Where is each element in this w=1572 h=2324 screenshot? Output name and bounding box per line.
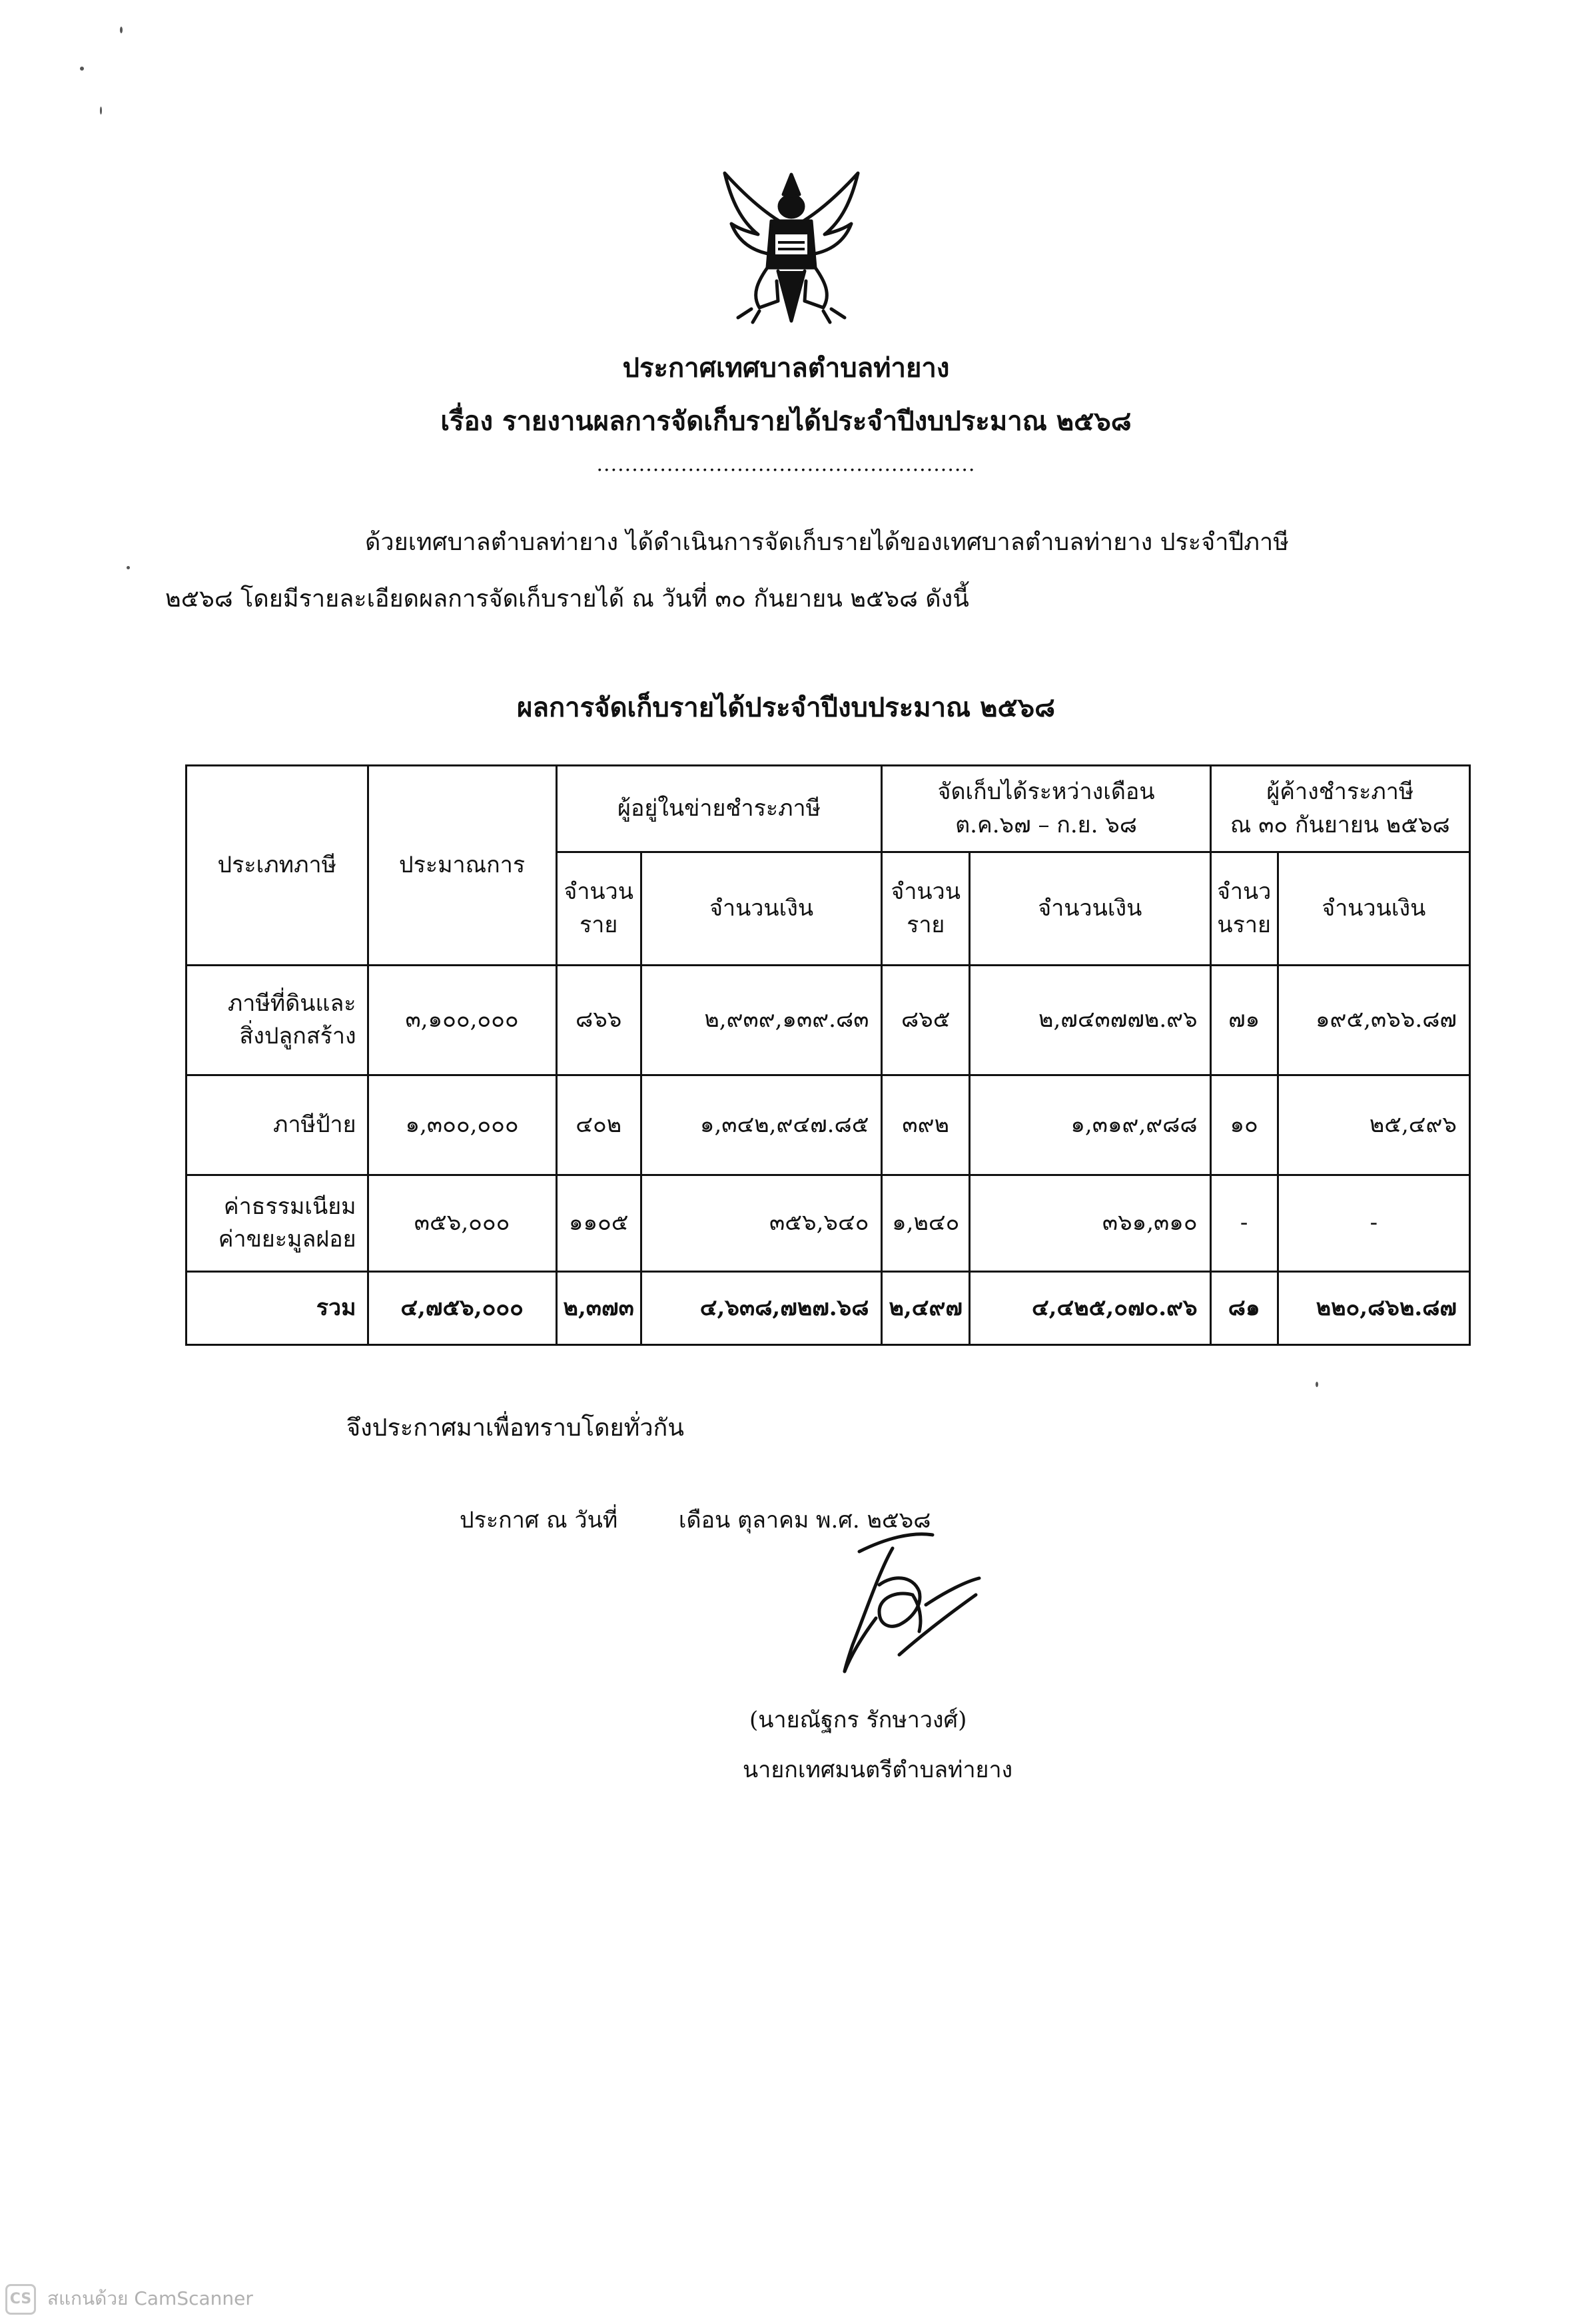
row-name-line2: ค่าขยะมูลฝอย [218, 1226, 356, 1253]
row-name-line1: ค่าธรรมเนียม [223, 1193, 356, 1220]
signer-position: นายกเทศมนตรีตำบลท่ายาง [743, 1757, 1013, 1783]
row-tax-name [187, 966, 368, 1075]
row-name-line1: ภาษีที่ดินและ [227, 990, 356, 1017]
row-liable-count: ๔๐๒ [556, 1075, 641, 1175]
announcement-title: ประกาศเทศบาลตำบลท่ายาง [622, 352, 950, 384]
scan-speck [1316, 1382, 1318, 1387]
total-estimate: ๔,๗๕๖,๐๐๐ [368, 1272, 556, 1345]
table-row [187, 1175, 1470, 1272]
scan-speck [100, 107, 102, 115]
row-liable-amount: ๒,๙๓๙,๑๓๙.๘๓ [641, 966, 882, 1075]
row-collected-amount: ๑,๓๑๙,๙๘๘ [969, 1075, 1210, 1175]
row-estimate: ๑,๓๐๐,๐๐๐ [368, 1075, 556, 1175]
header-count-out-line2: นราย [1217, 911, 1271, 938]
header-collected-group [882, 766, 1210, 852]
date-prefix: ประกาศ ณ วันที่ [460, 1507, 618, 1534]
announcement-subject: เรื่อง รายงานผลการจัดเก็บรายได้ประจำปีงบประมาณ ๒๕๖๘ [440, 406, 1132, 437]
total-collected-amount: ๔,๔๒๕,๐๗๐.๙๖ [969, 1272, 1210, 1345]
table-total-row [187, 1272, 1470, 1345]
row-estimate: ๓๕๖,๐๐๐ [368, 1175, 556, 1272]
row-outstanding-amount: ๑๙๕,๓๖๖.๘๗ [1278, 966, 1469, 1075]
header-collected-line1: จัดเก็บได้ระหว่างเดือน [937, 778, 1155, 806]
table-title: ผลการจัดเก็บรายได้ประจำปีงบประมาณ ๒๕๖๘ [517, 692, 1055, 723]
header-liable-amount: จำนวนเงิน [641, 852, 882, 966]
header-collected-amount: จำนวนเงิน [969, 852, 1210, 966]
row-liable-count: ๑๑๐๕ [556, 1175, 641, 1272]
header-count-line2: ราย [580, 911, 618, 938]
total-outstanding-count: ๘๑ [1210, 1272, 1278, 1345]
header-count-out-line1: จำนว [1216, 878, 1272, 906]
row-collected-amount: ๒,๗๔๓๗๗๒.๙๖ [969, 966, 1210, 1075]
total-liable-count: ๒,๓๗๓ [556, 1272, 641, 1345]
header-estimate: ประมาณการ [368, 766, 556, 966]
scan-speck [80, 67, 84, 71]
row-outstanding-amount: ๒๕,๔๙๖ [1278, 1075, 1469, 1175]
scan-speck [127, 566, 130, 569]
header-outstanding-line1: ผู้ค้างชำระภาษี [1266, 778, 1414, 806]
header-outstanding-count [1210, 852, 1278, 966]
row-estimate: ๓,๑๐๐,๐๐๐ [368, 966, 556, 1075]
header-outstanding-amount: จำนวนเงิน [1278, 852, 1469, 966]
header-count-line2: ราย [907, 911, 945, 938]
header-tax-type: ประเภทภาษี [187, 766, 368, 966]
camscanner-logo-icon: CS [5, 2284, 36, 2315]
closing-statement: จึงประกาศมาเพื่อทราบโดยทั่วกัน [346, 1414, 684, 1442]
header-liable-group [556, 766, 882, 852]
header-count-line1: จำนวน [891, 878, 961, 906]
table-row [187, 966, 1470, 1075]
header-collected-line2: ต.ค.๖๗ – ก.ย. ๖๘ [955, 811, 1138, 838]
row-tax-name [187, 1075, 368, 1175]
table-row [187, 1075, 1470, 1175]
row-liable-amount: ๓๕๖,๖๔๐ [641, 1175, 882, 1272]
body-paragraph-line1: ด้วยเทศบาลตำบลท่ายาง ได้ดำเนินการจัดเก็บรายได้ของเทศบาลตำบลท่ายาง ประจำปีภาษี [365, 529, 1289, 556]
row-outstanding-count: ๗๑ [1210, 966, 1278, 1075]
row-outstanding-amount: - [1278, 1175, 1469, 1272]
total-liable-amount: ๔,๖๓๘,๗๒๗.๖๘ [641, 1272, 882, 1345]
total-label: รวม [187, 1272, 368, 1345]
handwritten-signature [813, 1512, 1012, 1711]
row-tax-name [187, 1175, 368, 1272]
revenue-table [185, 764, 1471, 1346]
row-collected-count: ๓๙๒ [882, 1075, 970, 1175]
header-count-line1: จำนวน [564, 878, 633, 906]
total-outstanding-amount: ๒๒๐,๘๖๒.๘๗ [1278, 1272, 1469, 1345]
row-liable-count: ๘๖๖ [556, 966, 641, 1075]
separator-dots: ...................................................... [596, 453, 976, 476]
header-collected-count [882, 852, 970, 966]
camscanner-watermark [5, 2284, 253, 2315]
row-outstanding-count: - [1210, 1175, 1278, 1272]
header-liable-count [556, 852, 641, 966]
row-name-line1: ภาษีป้าย [273, 1111, 356, 1138]
date-suffix: เดือน ตุลาคม พ.ศ. ๒๕๖๘ [678, 1507, 931, 1534]
row-outstanding-count: ๑๐ [1210, 1075, 1278, 1175]
scan-speck [120, 27, 123, 33]
row-name-line2: สิ่งปลูกสร้าง [239, 1023, 356, 1049]
body-paragraph-line2: ๒๕๖๘ โดยมีรายละเอียดผลการจัดเก็บรายได้ ณ วันที่ ๓๐ กันยายน ๒๕๖๘ ดังนี้ [165, 585, 969, 613]
row-liable-amount: ๑,๓๔๒,๙๔๗.๘๕ [641, 1075, 882, 1175]
row-collected-count: ๘๖๕ [882, 966, 970, 1075]
header-outstanding-line2: ณ ๓๐ กันยายน ๒๕๖๘ [1230, 811, 1450, 838]
header-liable-group-label: ผู้อยู่ในข่ายชำระภาษี [617, 794, 821, 822]
header-outstanding-group [1210, 766, 1469, 852]
garuda-emblem-icon [711, 168, 871, 328]
total-collected-count: ๒,๔๙๗ [882, 1272, 970, 1345]
signer-name: (นายณัฐกร รักษาวงศ์) [749, 1707, 967, 1733]
row-collected-count: ๑,๒๔๐ [882, 1175, 970, 1272]
camscanner-text: สแกนด้วย CamScanner [47, 2287, 253, 2309]
row-collected-amount: ๓๖๑,๓๑๐ [969, 1175, 1210, 1272]
